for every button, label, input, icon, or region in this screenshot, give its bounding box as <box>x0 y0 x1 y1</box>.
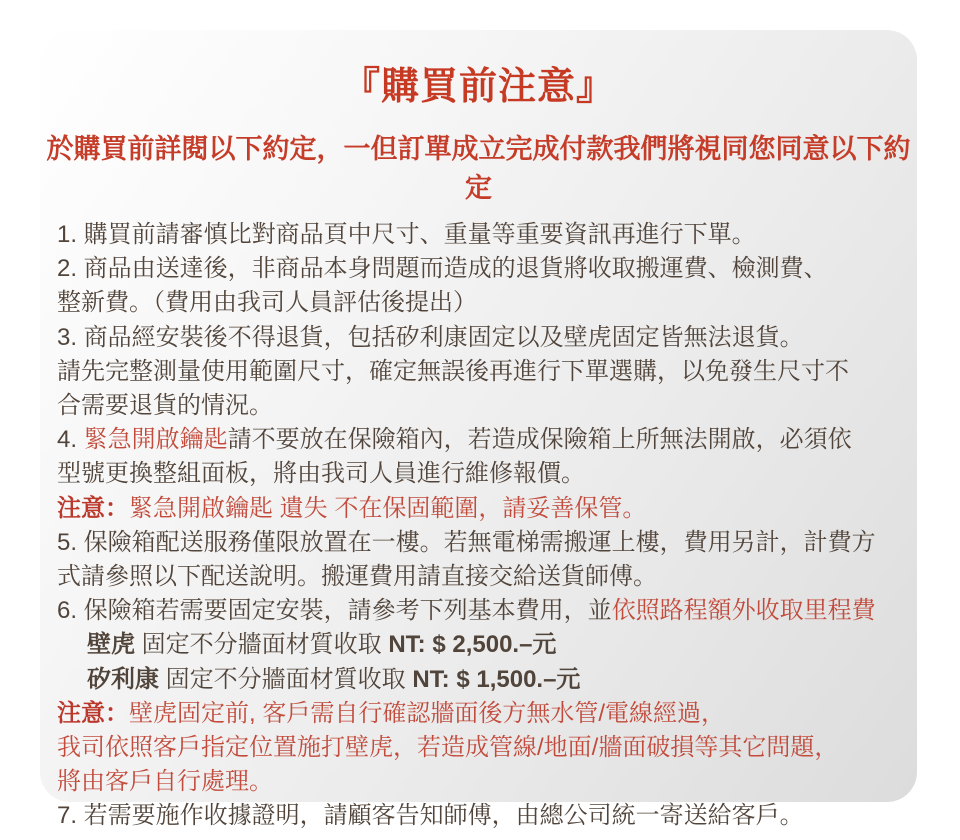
terms-line <box>57 218 901 252</box>
text-segment: 依照路程額外收取里程費 <box>611 597 876 625</box>
text-segment: 7. 若需要施作收據證明，請顧客告知師傅，由總公司統一寄送給客戶。 <box>57 802 804 830</box>
text-segment: 1. 購買前請審慎比對商品頁中尺寸、重量等重要資訊再進行下單。 <box>57 221 756 248</box>
text-segment: 注意： <box>57 699 129 727</box>
terms-line <box>57 765 901 799</box>
terms-line <box>57 355 901 389</box>
terms-line <box>57 252 901 286</box>
text-segment: 固定不分牆面材質收取 <box>159 665 413 693</box>
terms-line <box>57 560 901 594</box>
text-segment: 壁虎 <box>87 631 135 659</box>
terms-list <box>40 218 917 834</box>
text-segment: 2. 商品由送達後，非商品本身問題而造成的退貨將收取搬運費、檢測費、 <box>57 255 828 283</box>
purchase-notice-card <box>40 30 917 830</box>
text-segment: 我司依照客戶指定位置施打壁虎，若造成管線/地面/牆面破損等其它問題， <box>57 734 839 762</box>
text-segment: NT: $ 1,500.–元 <box>412 665 581 693</box>
text-segment: 請先完整測量使用範圍尺寸，確定無誤後再進行下單選購，以免發生尺寸不 <box>57 357 849 385</box>
terms-line <box>57 697 901 731</box>
text-segment: 請不要放在保險箱內，若造成保險箱上所無法開啟，必須依 <box>227 426 852 454</box>
text-segment: 固定不分牆面材質收取 <box>135 631 389 659</box>
text-segment: 4. <box>57 426 84 454</box>
terms-line <box>57 389 901 423</box>
text-segment: 整新費。（費用由我司人員評估後提出） <box>57 289 477 317</box>
terms-line <box>57 628 901 662</box>
text-segment: 注意： <box>57 494 129 522</box>
text-segment: NT: $ 2,500.–元 <box>388 631 557 659</box>
terms-line <box>57 457 901 491</box>
text-segment: 3. 商品經安裝後不得退貨，包括矽利康固定以及壁虎固定皆無法退貨。 <box>57 323 804 351</box>
text-segment: 式請參照以下配送說明。搬運費用請直接交給送貨師傅。 <box>57 563 657 591</box>
text-segment: 型號更換整組面板，將由我司人員進行維修報價。 <box>57 460 585 488</box>
text-segment: 5. 保險箱配送服務僅限放置在一樓。若無電梯需搬運上樓，費用另計，計費方 <box>57 528 876 556</box>
text-segment: 將由客戶自行處理。 <box>57 768 273 796</box>
terms-line <box>57 423 901 457</box>
terms-line <box>57 492 901 526</box>
terms-line <box>57 799 901 833</box>
text-segment: 壁虎固定前, 客戶需自行確認牆面後方無水管/電線經過， <box>129 699 726 727</box>
text-segment: 6. 保險箱若需要固定安裝，請參考下列基本費用，並 <box>57 597 612 625</box>
terms-line <box>57 663 901 697</box>
text-segment: 緊急開啟鑰匙 遺失 不在保固範圍，請妥善保管。 <box>129 494 647 522</box>
page-title: 『購買前注意』 <box>341 66 615 108</box>
text-segment: 合需要退貨的情況。 <box>57 392 273 420</box>
terms-line <box>57 526 901 560</box>
terms-line <box>57 594 901 628</box>
terms-line <box>57 321 901 355</box>
text-segment: 緊急開啟鑰匙 <box>83 426 228 454</box>
terms-line <box>57 731 901 765</box>
terms-line <box>57 286 901 320</box>
notice-subtitle: 於購買前詳閱以下約定，一但訂單成立完成付款我們將視同您同意以下約定 <box>46 134 911 203</box>
text-segment: 矽利康 <box>87 665 159 693</box>
